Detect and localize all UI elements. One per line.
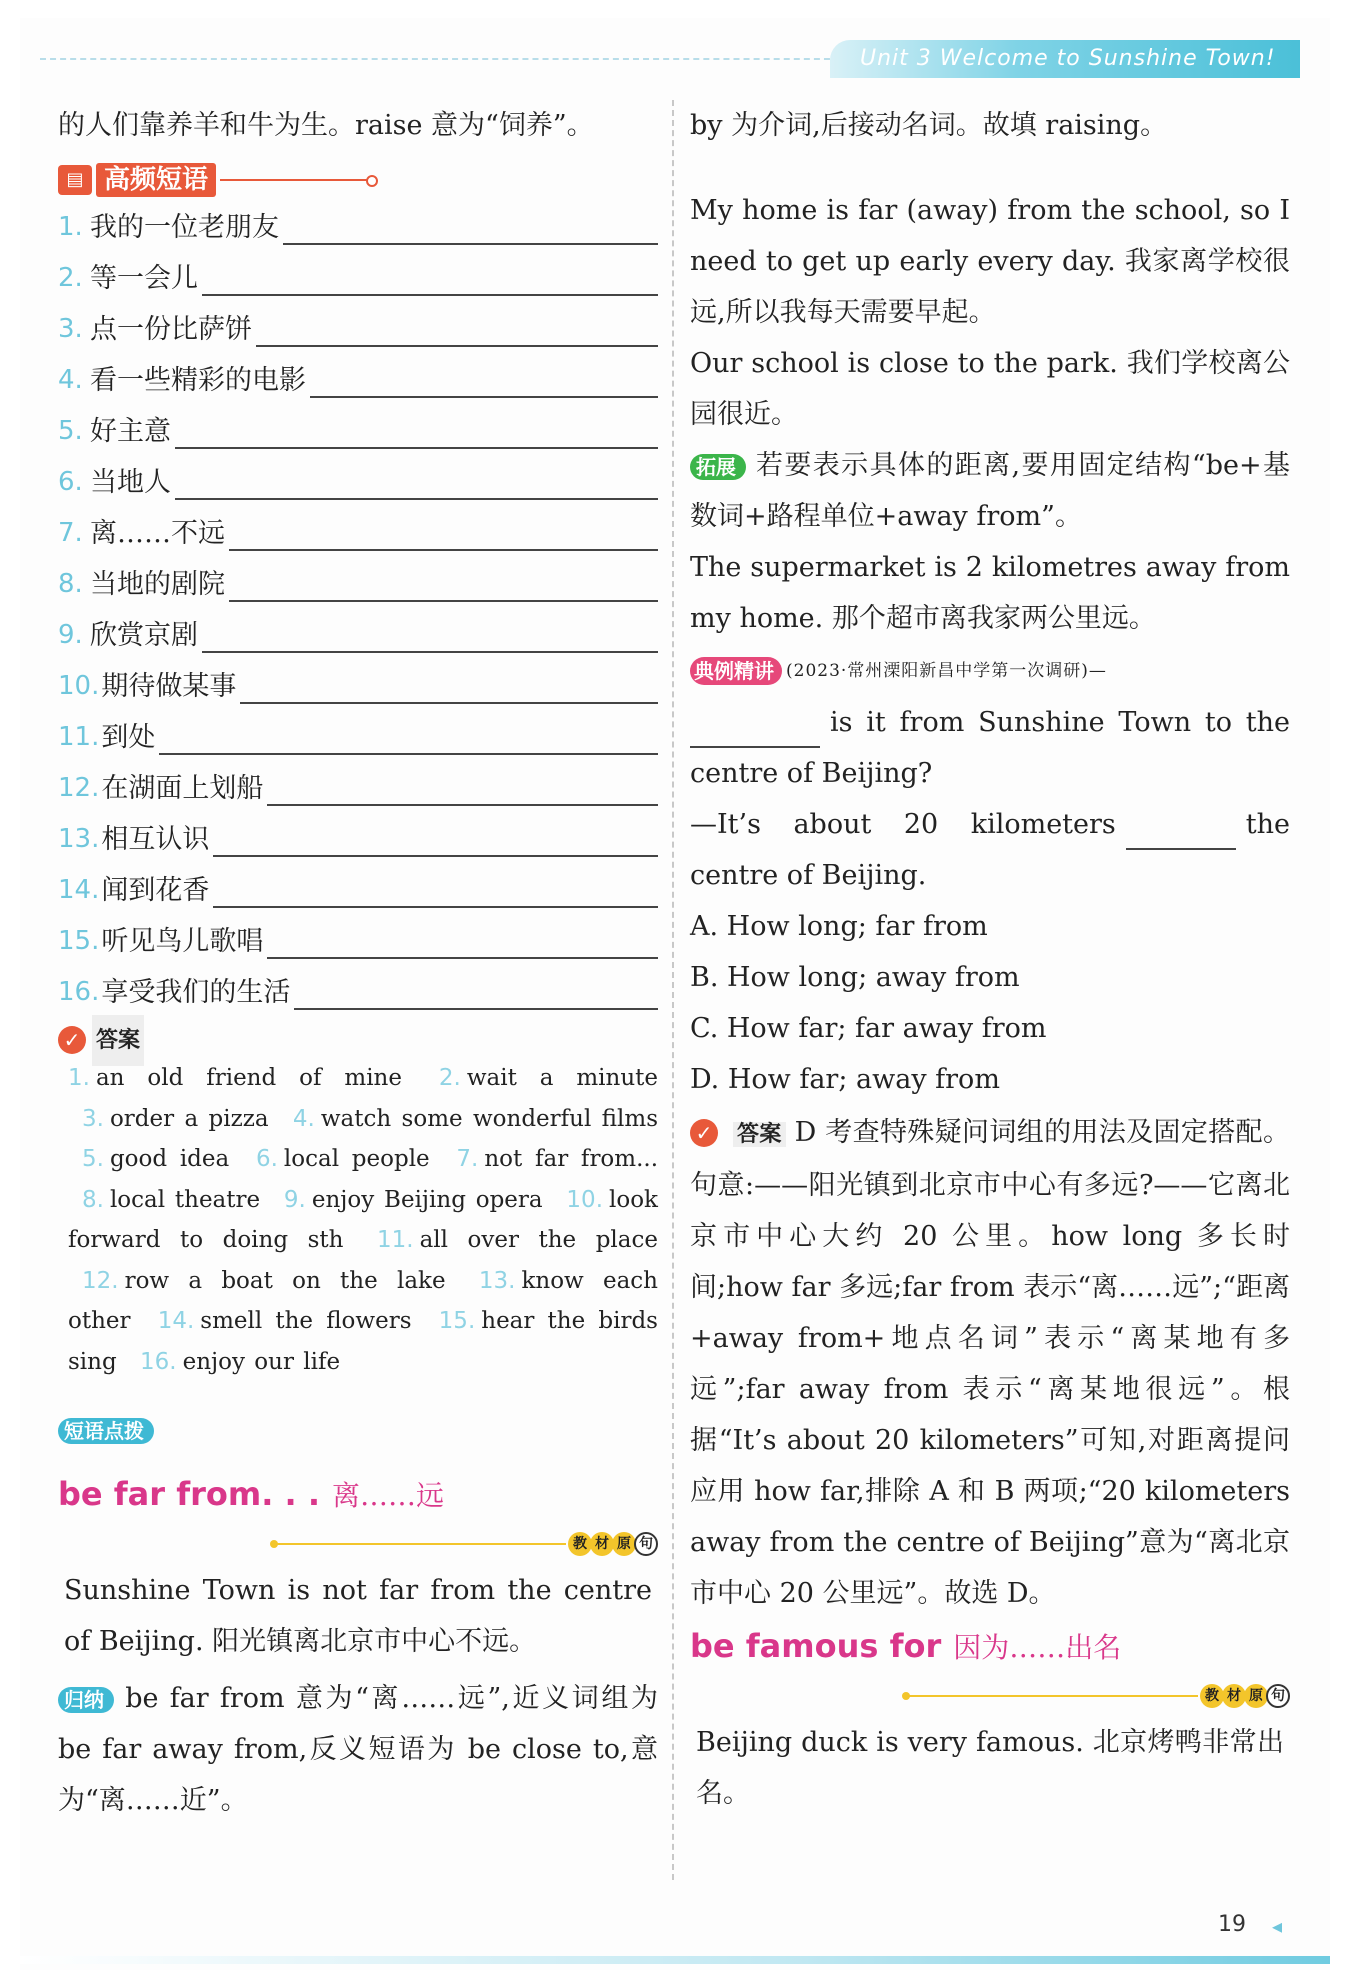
answer-number: 12. <box>82 1267 119 1294</box>
answer-number: 14. <box>157 1308 195 1334</box>
question-number: 7. <box>58 518 83 548</box>
answer-text: all over the place <box>419 1227 658 1253</box>
unit-title-banner: Unit 3 Welcome to Sunshine Town! <box>830 40 1300 78</box>
question-number: 9. <box>58 620 83 650</box>
question-row <box>58 916 658 967</box>
answer-text: hear the birds sing <box>68 1308 658 1375</box>
extend-text: 若要表示具体的距离,要用固定结构“be+基数词+路程单位+away from”。 <box>690 450 1290 532</box>
left-column <box>58 100 658 1826</box>
column-divider <box>672 100 674 1880</box>
question-row <box>58 712 658 763</box>
phrase-cn: 离……远 <box>331 1479 444 1512</box>
question-row <box>58 406 658 457</box>
left-intro-text: 的人们靠养羊和牛为生。raise 意为“饲养”。 <box>58 110 594 141</box>
question-number: 11. <box>58 722 100 752</box>
badge-char: 材 <box>590 1532 614 1556</box>
check-icon: ✓ <box>690 1119 718 1147</box>
source-rule <box>276 1543 566 1545</box>
answer-blank[interactable] <box>175 464 658 500</box>
answer-blank[interactable] <box>202 260 658 296</box>
answer-label: 答案 <box>92 1015 144 1066</box>
phrase2-example: Beijing duck is very famous. 北京烤鸭非常出名。 <box>696 1726 1284 1809</box>
question-text: 点一份比萨饼 <box>90 314 252 345</box>
answer-blank[interactable] <box>213 872 658 908</box>
source-line <box>690 1679 1290 1713</box>
question-number: 2. <box>58 263 83 293</box>
check-icon: ✓ <box>58 1026 86 1054</box>
question-text: 到处 <box>101 722 156 753</box>
answer-text: enjoy our life <box>182 1348 341 1375</box>
paragraph-1: My home is far (away) from the school, so I need to get up early every day. 我家离学校很远,所以我每天需要早起。 <box>690 195 1290 328</box>
question-row <box>58 253 658 304</box>
answer-number: 1. <box>68 1065 90 1091</box>
question-number: 4. <box>58 365 83 395</box>
example-question-2 <box>690 799 1290 901</box>
answer-heading <box>58 1022 658 1058</box>
page-number: 19 <box>1218 1912 1246 1937</box>
option-A: A. How long; far from <box>690 910 988 942</box>
answer-text: smell the flowers <box>200 1308 412 1334</box>
answer-blank[interactable] <box>256 311 658 347</box>
question-number: 8. <box>58 569 83 599</box>
answer-text: not far from... <box>484 1146 659 1172</box>
question-row <box>58 763 658 814</box>
answer-list <box>58 1058 658 1382</box>
question-number: 3. <box>58 314 83 344</box>
textbook-source-badge <box>570 1532 658 1556</box>
paragraph-3: The supermarket is 2 kilometres away from my home. 那个超市离我家两公里远。 <box>690 552 1290 634</box>
book-icon: ▤ <box>58 165 92 195</box>
question-number: 13. <box>58 824 100 854</box>
heading-line <box>220 179 370 181</box>
answer-text: local theatre <box>109 1186 261 1213</box>
question-number: 5. <box>58 416 83 446</box>
question-text: 期待做某事 <box>101 671 237 702</box>
phrase-en: be far from. . . <box>58 1475 320 1513</box>
answer-number: 10. <box>566 1186 603 1213</box>
question-text: 我的一位老朋友 <box>90 212 279 243</box>
phrase-cn: 因为……出名 <box>953 1630 1122 1664</box>
badge-char: 材 <box>1222 1684 1246 1708</box>
badge-char: 教 <box>1200 1684 1224 1708</box>
question-row <box>58 202 658 253</box>
question-number: 12. <box>58 773 100 803</box>
option-B: B. How long; away from <box>690 961 1020 993</box>
question-row <box>58 355 658 406</box>
question-row <box>58 559 658 610</box>
question-text: 看一些精彩的电影 <box>90 365 306 396</box>
tip-row <box>58 1404 658 1455</box>
right-column <box>690 100 1290 1819</box>
question-number: 6. <box>58 467 83 497</box>
phrase-title-famous-for <box>690 1621 1290 1673</box>
answer-number: 9. <box>283 1186 306 1213</box>
answer-text: look forward to doing sth <box>68 1186 658 1253</box>
question-text: 当地人 <box>90 467 171 498</box>
example-source: (2023·常州溧阳新昌中学第一次调研)— <box>786 660 1107 681</box>
answer-label: 答案 <box>733 1122 786 1147</box>
question-text: 听见鸟儿歌唱 <box>101 926 264 957</box>
question-number: 15. <box>58 926 100 956</box>
answer-blank[interactable] <box>202 617 658 653</box>
answer-text: row a boat on the lake <box>124 1267 446 1294</box>
question-text: 相互认识 <box>101 824 210 855</box>
example-badge: 典例精讲 <box>690 657 782 685</box>
question-text: 当地的剧院 <box>90 569 225 600</box>
textbook-source-badge <box>1202 1684 1290 1708</box>
source-rule <box>908 1695 1198 1697</box>
question-text: 离……不远 <box>90 518 225 549</box>
answer-explanation <box>690 1107 1290 1619</box>
option-D: D. How far; away from <box>690 1063 1000 1095</box>
badge-char: 句 <box>1266 1684 1290 1708</box>
question-row <box>58 508 658 559</box>
question-row <box>58 457 658 508</box>
badge-char: 原 <box>1244 1684 1268 1708</box>
question-text: 好主意 <box>90 416 171 447</box>
bottom-band <box>20 1956 1330 1964</box>
answer-blank[interactable] <box>1126 820 1236 850</box>
answer-blank[interactable] <box>240 668 658 704</box>
answer-number: 11. <box>377 1227 414 1253</box>
answer-number: 8. <box>82 1186 104 1213</box>
extend-pill: 拓展 <box>690 454 746 480</box>
answer-text: an old friend of mine <box>95 1065 402 1091</box>
question-number: 10. <box>58 671 100 701</box>
question-number: 1. <box>58 212 83 242</box>
question-text: the centre of Beijing. <box>690 808 1290 891</box>
answer-text: watch some wonderful films <box>320 1105 658 1132</box>
badge-char: 原 <box>612 1532 636 1556</box>
badge-char: 教 <box>568 1532 592 1556</box>
question-row <box>58 814 658 865</box>
answer-blank[interactable] <box>175 413 658 449</box>
question-row <box>58 304 658 355</box>
question-row <box>58 610 658 661</box>
answer-blank[interactable] <box>159 719 658 755</box>
answer-number: 15. <box>438 1308 476 1334</box>
extend-paragraph <box>690 440 1290 542</box>
question-list <box>58 202 658 1018</box>
answer-blank[interactable] <box>283 209 658 245</box>
question-text: 闻到花香 <box>101 875 210 906</box>
question-text: 享受我们的生活 <box>101 977 291 1008</box>
question-text: 等一会儿 <box>90 263 198 294</box>
section-label: 高频短语 <box>96 163 216 197</box>
answer-blank[interactable] <box>267 770 658 806</box>
answer-text: order a pizza <box>109 1105 269 1132</box>
answer-text: know each other <box>68 1267 658 1334</box>
question-text: —It’s about 20 kilometers <box>690 808 1116 840</box>
paragraph-2: Our school is close to the park. 我们学校离公园很近。 <box>690 348 1290 430</box>
phrase-title-far-from <box>58 1469 658 1521</box>
answer-blank[interactable] <box>229 566 658 602</box>
answer-blank[interactable] <box>267 923 658 959</box>
answer-blank[interactable] <box>294 974 658 1010</box>
question-number: 16. <box>58 977 100 1007</box>
explanation-text: D 考查特殊疑问词组的用法及固定搭配。句意:——阳光镇到北京市中心有多远?——它离北京市中心大约 20 公里。how long 多长时间;how far 多远;far from 表示“离……远”;“距离+away from+地点名词”表示“离某地有多远”;far away from 表示“离某地很远”。根据“It’s about 20 kilometers”可知,对距离提问应用 how far,排除 A 和 B 两项;“20 kilometers away from the centre of Beijing”意为“离北京市中心 20 公里远”。故选 D。 <box>690 1116 1290 1609</box>
answer-text: local people <box>283 1146 430 1172</box>
question-text: is it from Sunshine Town to the centre of Beijing? <box>690 706 1290 789</box>
example-question-1 <box>690 697 1290 799</box>
option-C: C. How far; far away from <box>690 1012 1047 1044</box>
question-text: 在湖面上划船 <box>101 773 264 804</box>
answer-number: 2. <box>438 1065 461 1091</box>
answer-number: 6. <box>255 1146 278 1172</box>
section-heading <box>58 163 370 197</box>
answer-blank[interactable] <box>229 515 658 551</box>
answer-number: 7. <box>456 1146 479 1172</box>
summary-paragraph <box>58 1673 658 1826</box>
answer-text: wait a minute <box>466 1065 659 1091</box>
phrase-en: be famous for <box>690 1626 942 1665</box>
right-intro-text: by 为介词,后接动名词。故填 raising。 <box>690 110 1168 141</box>
answer-text: enjoy Beijing opera <box>311 1186 543 1213</box>
question-row <box>58 661 658 712</box>
summary-pill: 归纳 <box>58 1687 114 1713</box>
answer-blank[interactable] <box>310 362 658 398</box>
header-divider <box>40 58 840 60</box>
answer-number: 5. <box>82 1146 104 1172</box>
question-row <box>58 967 658 1018</box>
answer-number: 3. <box>82 1105 104 1132</box>
tip-pill: 短语点拨 <box>58 1418 154 1444</box>
question-row <box>58 865 658 916</box>
example-heading <box>690 646 1107 697</box>
badge-char: 句 <box>634 1532 658 1556</box>
page-arrow-icon: ◂ <box>1272 1914 1283 1938</box>
phrase1-example: Sunshine Town is not far from the centre of Beijing. 阳光镇离北京市中心不远。 <box>64 1575 652 1657</box>
answer-number: 13. <box>478 1267 516 1294</box>
answer-number: 4. <box>292 1105 315 1132</box>
question-text: 欣赏京剧 <box>90 620 198 651</box>
answer-number: 16. <box>140 1348 177 1375</box>
question-number: 14. <box>58 875 100 905</box>
source-line <box>58 1527 658 1561</box>
answer-blank[interactable] <box>690 718 820 748</box>
summary-text: be far from 意为“离……远”,近义词组为 be far away from,反义短语为 be close to,意为“离……近”。 <box>58 1683 658 1816</box>
answer-blank[interactable] <box>213 821 658 857</box>
answer-text: good idea <box>109 1146 230 1172</box>
